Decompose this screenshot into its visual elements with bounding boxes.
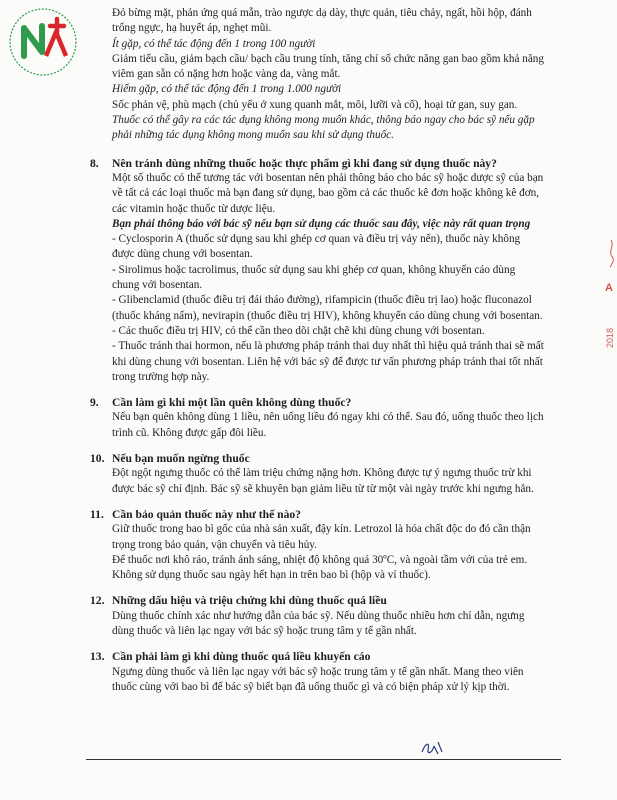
section-8 [90,156,545,385]
text-paragraph: Dùng thuốc chính xác như hướng dẫn của bác sỹ. Nếu dùng thuốc nhiều hơn chỉ dẫn, ngưng dùng thuốc và liên lạc ngay với bác sỹ hoặc trung tâm y tế gần nhất. [112,609,525,637]
text-paragraph: Ngưng dùng thuốc và liên lạc ngay với bác sỹ hoặc trung tâm y tế gần nhất. Mang theo viên thuốc cùng với bao bì để bác sỹ biết bạn đã uống thuốc gì và có biện pháp xử lý kịp thời. [112,665,524,693]
section-heading [90,395,545,410]
edge-stamp-fragment [605,238,617,270]
text-note: Thuốc có thể gây ra các tác dụng không mong muốn khác, thông báo ngay cho bác sỹ nếu gặp phải những tác dụng không mong muốn sau khi sử dụng thuốc. [112,114,535,142]
section-12 [90,593,545,639]
section-13 [90,649,545,695]
section-title: Cần làm gì khi một lần quên không dùng thuốc? [112,396,352,410]
text-paragraph: Để thuốc nơi khô ráo, tránh ánh sáng, nhiệt độ không quá 30ºC, và ngoài tầm với của trẻ em. [112,553,528,566]
list-item: - Sirolimus hoặc tacrolimus, thuốc sử dụng sau khi ghép cơ quan, không khuyến cáo dùng chung với bosentan. [112,263,516,292]
pharmacy-logo [4,2,82,82]
section-heading [90,507,545,522]
section-11 [90,507,545,583]
section-heading [90,649,545,664]
section-title: Những dấu hiệu và triệu chứng khi dùng thuốc quá liều [112,594,387,608]
section-title: Nên tránh dùng những thuốc hoặc thực phẩm gì khi đang sử dụng thuốc này? [112,156,497,170]
section-heading [90,451,545,466]
list-item: - Thuốc tránh thai hormon, nếu là phương pháp tránh thai duy nhất thì hiệu quả tránh thai sẽ mất khi dùng chung với bosentan. Liên hệ với bác sỹ để được tư vấn phương pháp tránh thai tốt nhất trong trường hợp này. [112,340,544,383]
section-number: 11. [90,507,104,521]
edge-stamp-number: 2018 [605,327,615,348]
leaflet-body [90,6,545,695]
list-item: - Glibenclamid (thuốc điều trị đái tháo đường), rifampicin (thuốc điều trị lao) hoặc fluconazol (thuốc kháng nấm), nevirapin (thuốc điều trị HIV), không khuyến cáo dùng chung với bosentan. [112,294,543,322]
section-number: 10. [90,452,105,466]
text-emphasis: Bạn phải thông báo với bác sỹ nếu bạn sử dụng các thuốc sau đây, việc này rất quan trọng [112,217,531,230]
side-effects-tail [90,6,545,144]
signature-mark [418,738,448,758]
text-paragraph: Đỏ bừng mặt, phản ứng quá mẫn, trào ngược dạ dày, thực quản, tiêu chảy, ngất, hồi hộp, đánh trống ngực, hạ huyết áp, nghẹt mũi. [112,7,532,35]
frequency-heading: Ít gặp, có thể tác động đến 1 trong 100 người [112,37,316,50]
footer-divider [86,759,561,760]
edge-stamp-letter: A [605,282,613,294]
text-paragraph: Không sử dụng thuốc sau ngày hết hạn in trên bao bì (hộp và vỉ thuốc). [112,569,431,582]
section-number: 9. [90,396,99,410]
text-paragraph: Sốc phản vệ, phù mạch (chủ yếu ở xung quanh mắt, môi, lưỡi và cổ), hoại tử gan, suy gan. [112,98,518,111]
section-title: Cần phải làm gì khi dùng thuốc quá liều khuyến cáo [112,650,371,664]
section-heading [90,156,545,171]
section-title: Nếu bạn muốn ngừng thuốc [112,452,250,466]
list-item: - Cyclosporin A (thuốc sử dụng sau khi ghép cơ quan và điều trị vảy nến), thuốc này không được dùng chung với bosentan. [112,233,521,261]
section-number: 12. [90,594,105,608]
list-item: - Các thuốc điều trị HIV, có thể cần theo dõi chặt chẽ khi dùng chung với bosentan. [112,324,485,337]
text-paragraph: Nếu bạn quên không dùng 1 liều, nên uống liều đó ngay khi có thể. Sau đó, uống thuốc theo lịch trình cũ. Không được gấp đôi liều. [112,411,544,439]
frequency-heading: Hiếm gặp, có thể tác động đến 1 trong 1.000 người [112,83,342,96]
section-10 [90,451,545,497]
section-number: 13. [90,650,105,664]
section-9 [90,395,545,441]
section-number: 8. [90,156,99,170]
text-paragraph: Đột ngột ngưng thuốc có thể làm triệu chứng nặng hơn. Không được tự ý ngưng thuốc trừ khi được bác sỹ chỉ định. Bác sỹ sẽ khuyên bạn giảm liều từ từ một vài ngày trước khi ngưng hẳn. [112,467,534,495]
section-title: Cần bảo quản thuốc này như thế nào? [112,507,301,521]
text-paragraph: Giảm tiểu cầu, giảm bạch cầu/ bạch cầu trung tính, tăng chỉ số chức năng gan bao gồm khả năng viêm gan sẵn có nặng hơn hoặc vàng da, vàng mắt. [112,52,544,81]
section-heading [90,593,545,608]
text-paragraph: Một số thuốc có thể tương tác với bosentan nên phải thông báo cho bác sỹ hoặc dược sỹ của bạn về tất cả các loại thuốc mà bạn đang sử dụng, bao gồm cả các thuốc kê đơn hoặc không kê đơn, các vitamin hoặc thuốc từ dược liệu. [112,171,544,215]
text-paragraph: Giữ thuốc trong bao bì gốc của nhà sản xuất, đậy kín. Letrozol là hóa chất độc do đó cần thận trọng trong bảo quản, vận chuyển và tiêu hủy. [112,523,531,551]
